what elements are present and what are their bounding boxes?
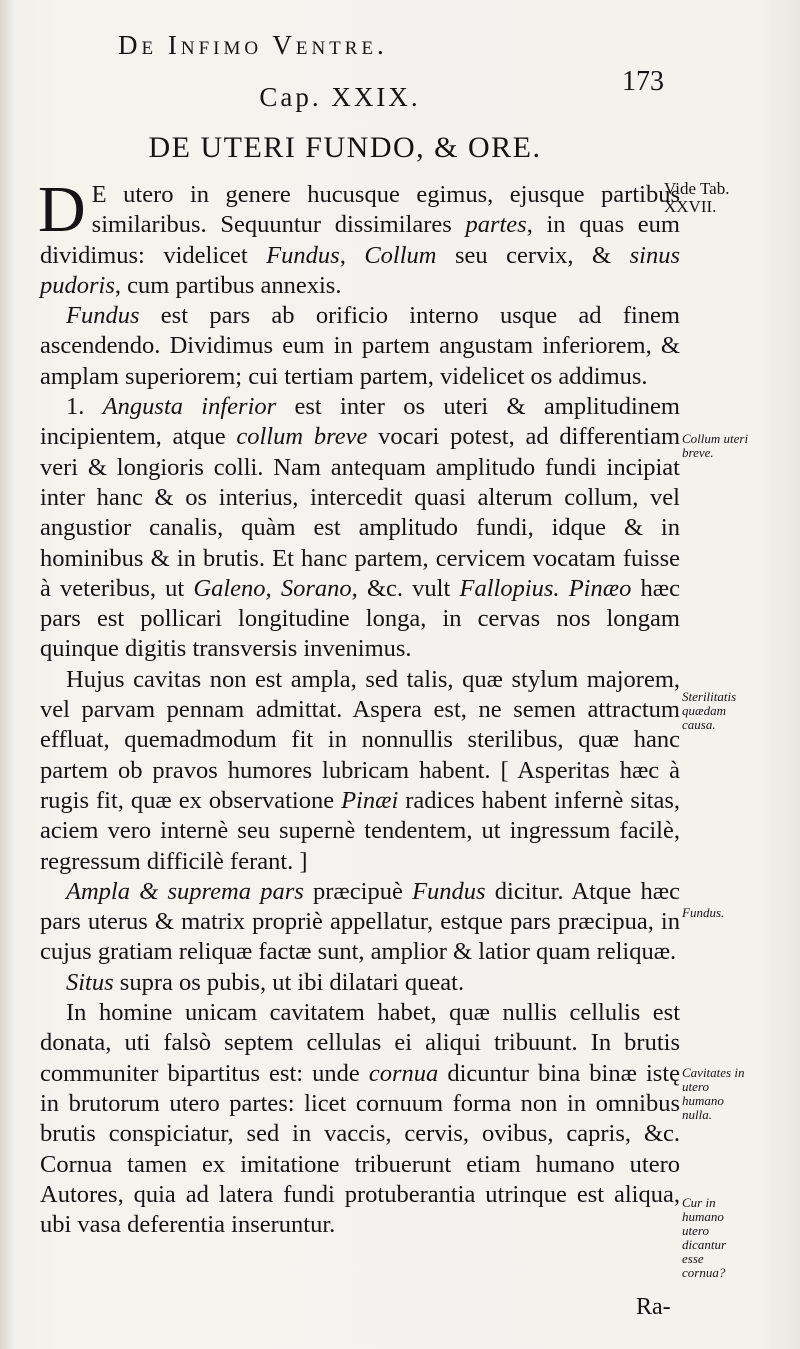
- italic-run: collum breve: [236, 423, 368, 451]
- drop-cap: D: [38, 173, 86, 246]
- margin-note-collum: Collum uteri breve.: [682, 431, 749, 460]
- paragraph-4: [40, 665, 680, 877]
- text-run: dicitur. Atque hæc pars uterus & matrix propriè appellatur, estque pars præcipua, in cujus gratiam reliquæ factæ sunt, amplior & latior quam reliquæ.: [40, 877, 680, 966]
- italic-run: cornua: [368, 1059, 439, 1087]
- text-run: seu cervix, &: [436, 241, 630, 269]
- paragraph-2: [40, 301, 680, 392]
- italic-run: partes: [465, 211, 527, 239]
- text-run: supra os pubis, ut ibi dilatari queat.: [113, 968, 465, 996]
- text-run: &c. vult: [357, 574, 460, 602]
- text-run: hæc pars est pollicari longitudine longa, in cervas nos longam quinque digitis transversis invenimus.: [40, 574, 680, 663]
- italic-run: Fundus: [412, 877, 486, 905]
- italic-run: Angusta inferior: [102, 393, 277, 421]
- text-run: In homine unicam cavitatem habet, quæ nullis cellulis est donata, uti falsò septem cellulas ei aliqui tribuunt. In brutis communiter bipartitus est: unde: [40, 999, 680, 1087]
- text-run: E utero in genere hucusque egimus, ejusque partibus similaribus. Sequuntur dissimilares: [91, 181, 680, 239]
- italic-run: sinus pudoris: [40, 241, 680, 299]
- paragraph-1: [38, 173, 680, 301]
- text-run: vocari potest, ad differentiam veri & longioris colli. Nam antequam amplitudo fundi incipiat inter hanc & os interius, intercedit quasi alterum collum, vel angustior canalis, quàm est amplitudo fundi, idque & in hominibus & in brutis. Et hanc partem, cervicem vocatam fuisse à veteribus, ut: [40, 423, 681, 602]
- paragraph-7: [40, 998, 680, 1240]
- catchword: Ra-: [636, 1294, 671, 1320]
- margin-note-cavitates: Cavitates in utero humano nulla.: [682, 1065, 745, 1122]
- italic-run: Situs: [66, 968, 114, 996]
- italic-run: Fallopius. Pinæo: [459, 574, 632, 602]
- text-run: , cum partibus annexis.: [114, 271, 342, 299]
- margin-note-cornua: Cur in humano utero dicantur esse cornua?: [682, 1195, 727, 1280]
- text-run: præcipuè: [303, 877, 413, 905]
- text-run: 1.: [66, 393, 103, 421]
- text-run: , in quas eum dividimus: videlicet: [40, 211, 680, 269]
- margin-note-table-ref: Vide Tab. XXVII.: [664, 179, 730, 216]
- running-head: De Infimo Ventre.: [118, 30, 388, 60]
- text-run: est pars ab orificio interno usque ad finem ascendendo. Dividimus eum in partem angustam inferiorem, & amplam superiorem; cui tertiam partem, videlicet os addimus.: [40, 302, 680, 390]
- chapter-title: DE UTERI FUNDO, & ORE.: [148, 131, 542, 164]
- paragraph-3: [40, 392, 680, 665]
- body-text: [38, 173, 681, 1240]
- chapter-number: Cap. XXIX.: [259, 82, 421, 112]
- page-number: 173: [622, 66, 664, 97]
- italic-run: Galeno, Sorano,: [193, 574, 358, 602]
- text-run: radices habent infernè sitas, aciem vero internè seu supernè tendentem, ut ingressum facilè, regressum difficilè ferant. ]: [40, 786, 681, 875]
- italic-run: Ampla & suprema pars: [66, 877, 304, 905]
- margin-note-sterilitatis: Sterilitatis quædam causa.: [682, 689, 737, 732]
- text-run: dicuntur bina binæ istę in brutorum utero partes: licet cornuum forma non in omnibus brutis conspiciatur, sed in vaccis, cervis, ovibus, capris, &c. Cornua tamen ex imitatione tribuerunt etiam humano utero Autores, quia ad latera fundi protuberantia utrinque est aliqua, ubi vasa deferentia inseruntur.: [40, 1059, 680, 1239]
- paragraph-5: [40, 877, 680, 968]
- italic-run: Fundus, Collum: [266, 241, 437, 269]
- italic-run: Pinæi: [341, 786, 399, 814]
- text-run: Hujus cavitas non est ampla, sed talis, quæ stylum majorem, vel parvam pennam admittat. Aspera est, ne semen attractum effluat, quemadmodum fit in nonnullis sterilibus, quæ hanc partem ob pravos humores lubricam habent. [ Asperitas hæc à rugis fit, quæ ex observatione: [40, 665, 680, 814]
- margin-note-fundus: Fundus.: [682, 905, 725, 920]
- text-run: est inter os uteri & amplitudinem incipientem, atque: [40, 393, 680, 451]
- paragraph-6: [40, 968, 680, 998]
- italic-run: Fundus: [66, 302, 140, 330]
